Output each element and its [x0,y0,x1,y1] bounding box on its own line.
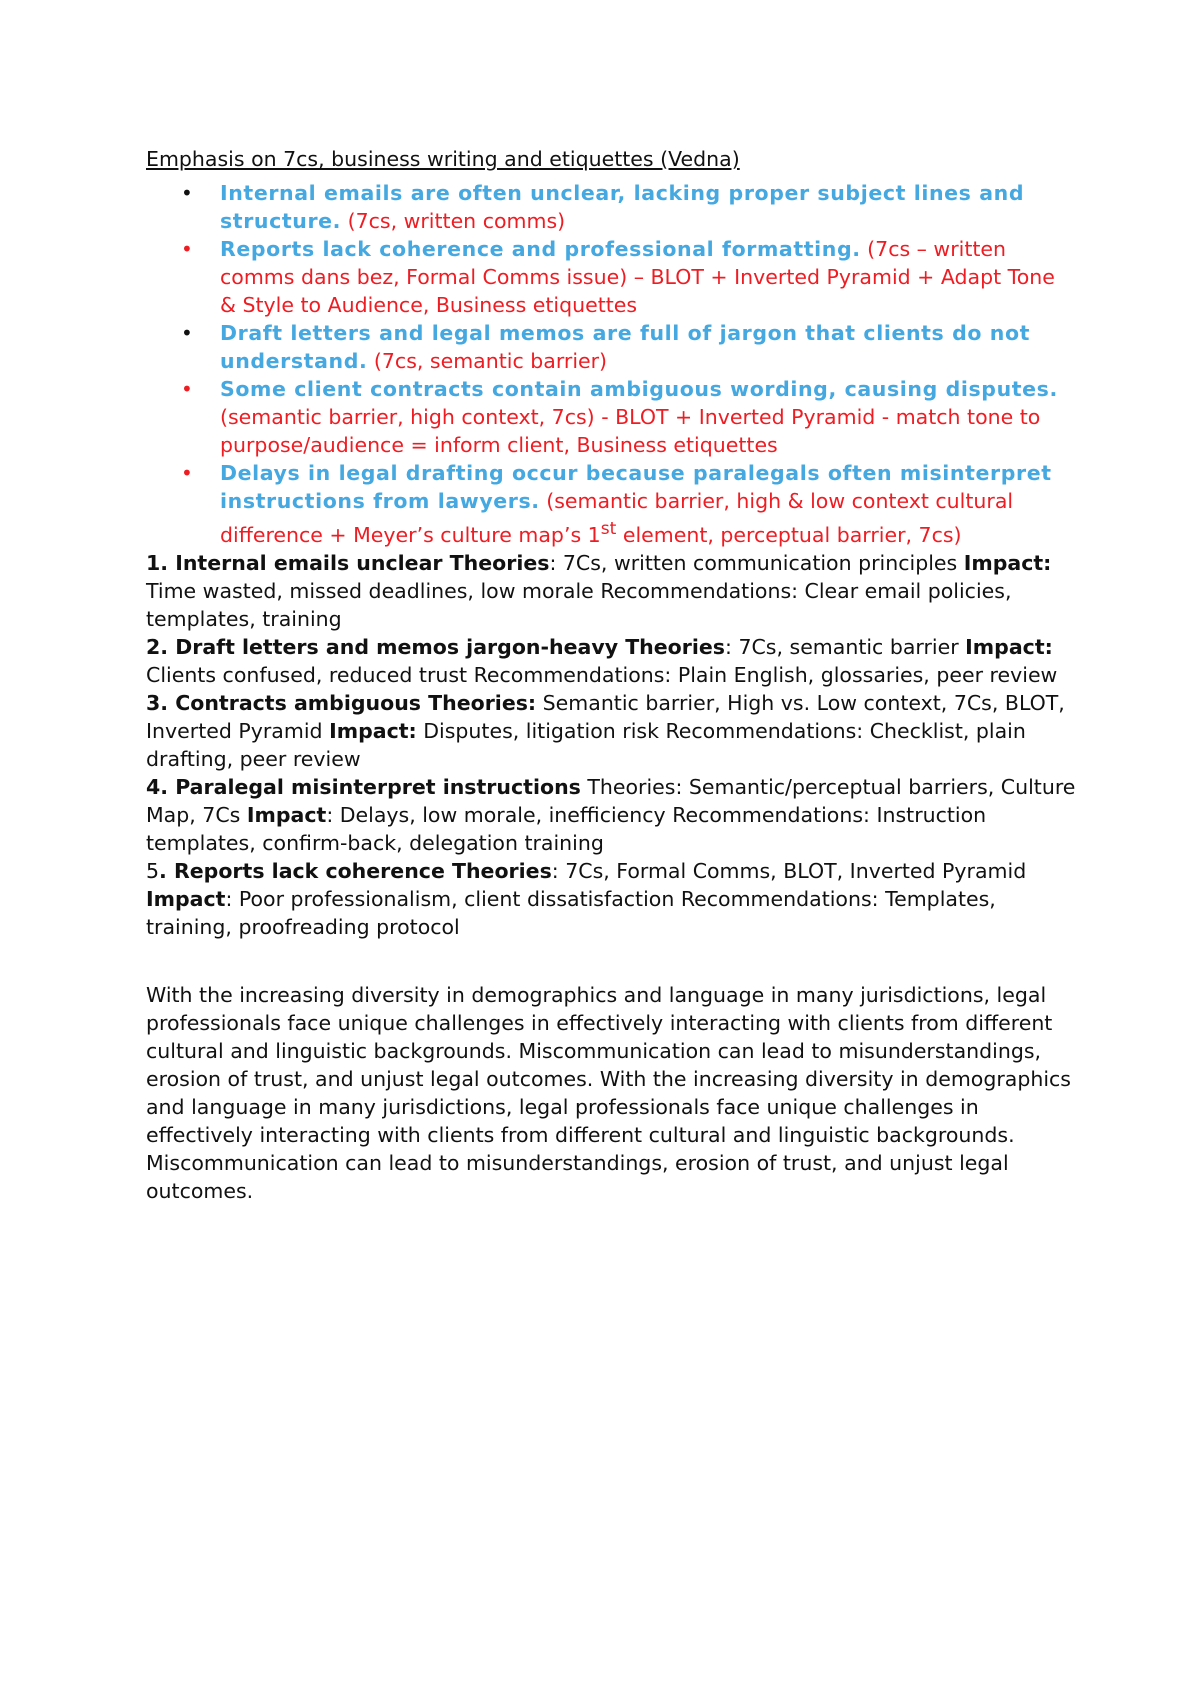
impact-label: Impact: [329,718,417,743]
bullet-icon: • [181,181,193,205]
bullet-icon: • [181,321,193,345]
body-paragraph: With the increasing diversity in demographics and language in many jurisdictions, legal professionals face unique challenges in effectively interacting with clients from different cultural and linguistic backgrounds. Miscommunication can lead to misunderstandings, erosion of trust, and unjust legal outcomes. With the increasing diversity in demographics and language in many jurisdictions, legal professionals face unique challenges in effectively interacting with clients from different cultural and linguistic backgrounds. Miscommunication can lead to misunderstandings, erosion of trust, and unjust legal outcomes. [146,982,1071,1203]
summary-title: 1. Internal emails unclear Theories [146,550,550,575]
summary-item [146,857,1076,941]
list-item [181,179,1076,235]
summary-impact: : Delays, low morale, inefficiency Recommendations: Instruction templates, confirm-back, delegation training [146,802,987,855]
summary-item [146,549,1076,633]
summary-theories: : 7Cs, Formal Comms, BLOT, Inverted Pyramid [551,858,1027,883]
issue-note: (7cs, written comms) [341,209,566,233]
issue-list [146,179,1076,549]
summary-theories: : 7Cs, semantic barrier [725,634,966,659]
impact-label: Impact [146,886,226,911]
issue-note: (7cs, semantic barrier) [367,349,608,373]
summary-title: 4. Paralegal misinterpret instructions [146,774,581,799]
summary-item [146,633,1076,689]
list-item [181,375,1076,459]
issue-note: (semantic barrier, high context, 7cs) - BLOT + Inverted Pyramid - match tone to purpose/audience = inform client, Business etiquettes [220,405,1041,457]
issue-note: (semantic barrier, high & low context cultural difference + Meyer’s culture map’s 1 [220,489,1014,547]
issue-note: element, perceptual barrier, 7cs) [616,522,962,547]
bullet-icon: • [181,377,193,401]
issue-question: Internal emails are often unclear, lacking proper subject lines and structure. [220,181,1025,233]
list-item [181,319,1076,375]
summary-lead: 5 [146,858,160,883]
summary-section [146,549,1076,941]
issue-question: Some client contracts contain ambiguous wording, causing disputes. [220,377,1058,401]
summary-title: 2. Draft letters and memos jargon-heavy Theories [146,634,726,659]
summary-theories: Semantic barrier, High vs. Low context, 7Cs, BLOT, Inverted Pyramid [146,690,1065,743]
impact-label: Impact [246,802,327,827]
document-page [146,145,1076,1205]
issue-note-superscript: st [600,519,617,539]
list-item [181,459,1076,549]
impact-label: Impact: [965,634,1053,659]
issue-question: Delays in legal drafting occur because paralegals often misinterpret instructions from lawyers. [220,461,1052,513]
bullet-icon: • [181,461,193,485]
issue-note: (7cs – written comms dans bez, Formal Comms issue) – BLOT + Inverted Pyramid + Adapt Tone & Style to Audience, Business etiquettes [220,237,1055,317]
summary-item [146,689,1076,773]
summary-impact: Time wasted, missed deadlines, low morale Recommendations: Clear email policies, templates, training [146,578,1012,631]
summary-item [146,773,1076,857]
impact-label: Impact: [963,550,1052,575]
issue-question: Reports lack coherence and professional formatting. [220,237,861,261]
summary-impact: : Poor professionalism, client dissatisfaction Recommendations: Templates, training, proofreading protocol [146,886,996,939]
summary-impact: Disputes, litigation risk Recommendations: Checklist, plain drafting, peer review [146,718,1026,771]
document-heading: Emphasis on 7cs, business writing and etiquettes (Vedna) [146,147,740,171]
issue-question: Draft letters and legal memos are full of jargon that clients do not understand. [220,321,1031,373]
summary-title: 3. Contracts ambiguous Theories: [146,690,537,715]
summary-impact: Clients confused, reduced trust Recommendations: Plain English, glossaries, peer review [146,662,1058,687]
summary-theories: : 7Cs, written communication principles [549,550,964,575]
summary-title: . Reports lack coherence Theories [159,858,552,883]
list-item [181,235,1076,319]
bullet-icon: • [181,237,193,261]
summary-theories: Theories: Semantic/perceptual barriers, Culture Map, 7Cs [146,774,1076,827]
